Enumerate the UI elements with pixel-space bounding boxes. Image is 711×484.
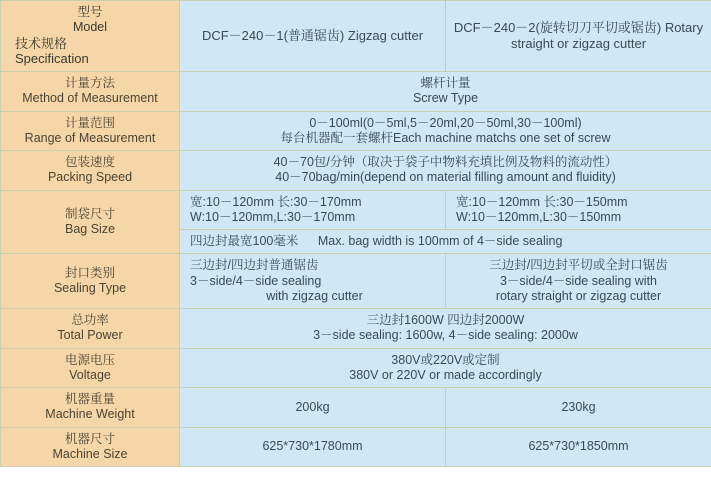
machine-size-value-b: 625*730*1850mm [446, 427, 711, 467]
row-label-packing-speed [1, 151, 180, 191]
row-label-en: Voltage [69, 367, 111, 382]
table-header-row [1, 1, 711, 72]
row-value-zh: 三边封1600W 四边封2000W [366, 313, 525, 328]
row-label-voltage [1, 348, 180, 388]
row-value-en: 每台机器配一套螺杆Each machine matchs one set of screw [280, 130, 611, 145]
row-label-zh: 总功率 [71, 313, 109, 328]
sealing-type-b-zh: 三边封/四边封平切或全封口锯齿 [489, 258, 668, 273]
header-column-a [180, 1, 446, 72]
header-column-a-en: Zigzag cutter [347, 28, 424, 44]
row-label-zh: 包装速度 [64, 155, 115, 170]
row-value-voltage [180, 348, 711, 388]
row-label-en: Total Power [57, 328, 123, 343]
header-column-b-zh: DCF－240－2(旋转切刀平切或锯齿) [453, 20, 662, 36]
sealing-type-value-b [446, 254, 711, 309]
machine-weight-value-a: 200kg [180, 388, 446, 428]
sealing-type-a-en2: with zigzag cutter [266, 288, 363, 303]
row-value-total-power [180, 309, 711, 349]
row-label-en: Range of Measurement [24, 130, 156, 145]
row-value-method-of-measurement [180, 72, 711, 112]
row-label-machine-weight [1, 388, 180, 428]
row-label-sealing-type [1, 254, 180, 309]
sealing-type-b-en1: 3－side/4－side sealing with [499, 273, 658, 288]
row-value-zh: 0－100ml(0－5ml,5－20ml,20－50ml,30－100ml) [309, 115, 582, 130]
bag-size-note-zh: 四边封最宽100毫米 [190, 234, 299, 249]
row-value-zh: 380V或220V或定制 [391, 352, 500, 367]
row-label-bag-size [1, 190, 180, 254]
bag-size-note [180, 230, 711, 254]
header-column-b-en: Rotary straight or zigzag cutter [510, 20, 704, 52]
table-row [1, 254, 711, 309]
bag-size-a-zh: 宽:10－120mm 长:30－170mm [190, 194, 362, 209]
sealing-type-a-en1: 3－side/4－side sealing [190, 273, 322, 288]
bag-size-value-b [446, 190, 711, 230]
row-label-zh: 机器重量 [64, 392, 115, 407]
row-label-en: Bag Size [64, 222, 116, 237]
row-label-zh: 机器尺寸 [64, 431, 115, 446]
table-row [1, 72, 711, 112]
row-label-en: Method of Measurement [22, 91, 158, 106]
table-row [1, 427, 711, 467]
header-model-zh: 型号 [77, 5, 103, 19]
table-row [1, 348, 711, 388]
header-model-en: Model [72, 20, 108, 35]
sealing-type-b-en2: rotary straight or zigzag cutter [495, 288, 662, 303]
table-row [1, 111, 711, 151]
row-value-en: Screw Type [412, 91, 479, 106]
sealing-type-value-a [180, 254, 446, 309]
header-column-b [446, 1, 711, 72]
row-label-en: Packing Speed [47, 170, 133, 185]
row-label-en: Machine Weight [45, 407, 135, 422]
table-row [1, 151, 711, 191]
machine-weight-value-b: 230kg [446, 388, 711, 428]
row-label-method-of-measurement [1, 72, 180, 112]
row-label-zh: 封口类别 [64, 266, 115, 281]
row-label-range-of-measurement [1, 111, 180, 151]
row-label-zh: 计量范围 [64, 115, 115, 130]
row-value-packing-speed [180, 151, 711, 191]
bag-size-b-zh: 宽:10－120mm 长:30－150mm [456, 194, 628, 209]
header-spec-en: Specification [15, 51, 89, 67]
sealing-type-a-zh: 三边封/四边封普通锯齿 [190, 258, 319, 273]
bag-size-value-a [180, 190, 446, 230]
bag-size-note-en: Max. bag width is 100mm of 4－side sealing [317, 234, 563, 249]
bag-size-a-en: W:10－120mm,L:30－170mm [190, 209, 356, 224]
header-column-a-zh: DCF－240－1(普通锯齿) [201, 28, 345, 44]
bag-size-b-en: W:10－120mm,L:30－150mm [456, 209, 622, 224]
row-label-total-power [1, 309, 180, 349]
row-label-zh: 电源电压 [64, 352, 115, 367]
table-row [1, 309, 711, 349]
row-value-range-of-measurement [180, 111, 711, 151]
row-value-zh: 40－70包/分钟（取决于袋子中物料充填比例及物料的流动性） [273, 155, 618, 170]
row-value-en: 380V or 220V or made accordingly [349, 367, 542, 382]
row-value-en: 40－70bag/min(depend on material filling amount and fluidity) [275, 170, 616, 185]
machine-size-value-a: 625*730*1780mm [180, 427, 446, 467]
row-label-zh: 制袋尺寸 [64, 206, 115, 221]
row-label-en: Sealing Type [53, 281, 127, 296]
header-label-cell [1, 1, 180, 72]
table-row [1, 388, 711, 428]
table-row [1, 190, 711, 230]
row-label-zh: 计量方法 [64, 76, 115, 91]
row-value-zh: 螺杆计量 [420, 76, 471, 91]
row-label-en: Machine Size [52, 446, 128, 461]
header-spec-zh: 技术规格 [15, 35, 68, 51]
row-label-machine-size [1, 427, 180, 467]
row-value-en: 3－side sealing: 1600w, 4－side sealing: 2000w [313, 328, 578, 343]
